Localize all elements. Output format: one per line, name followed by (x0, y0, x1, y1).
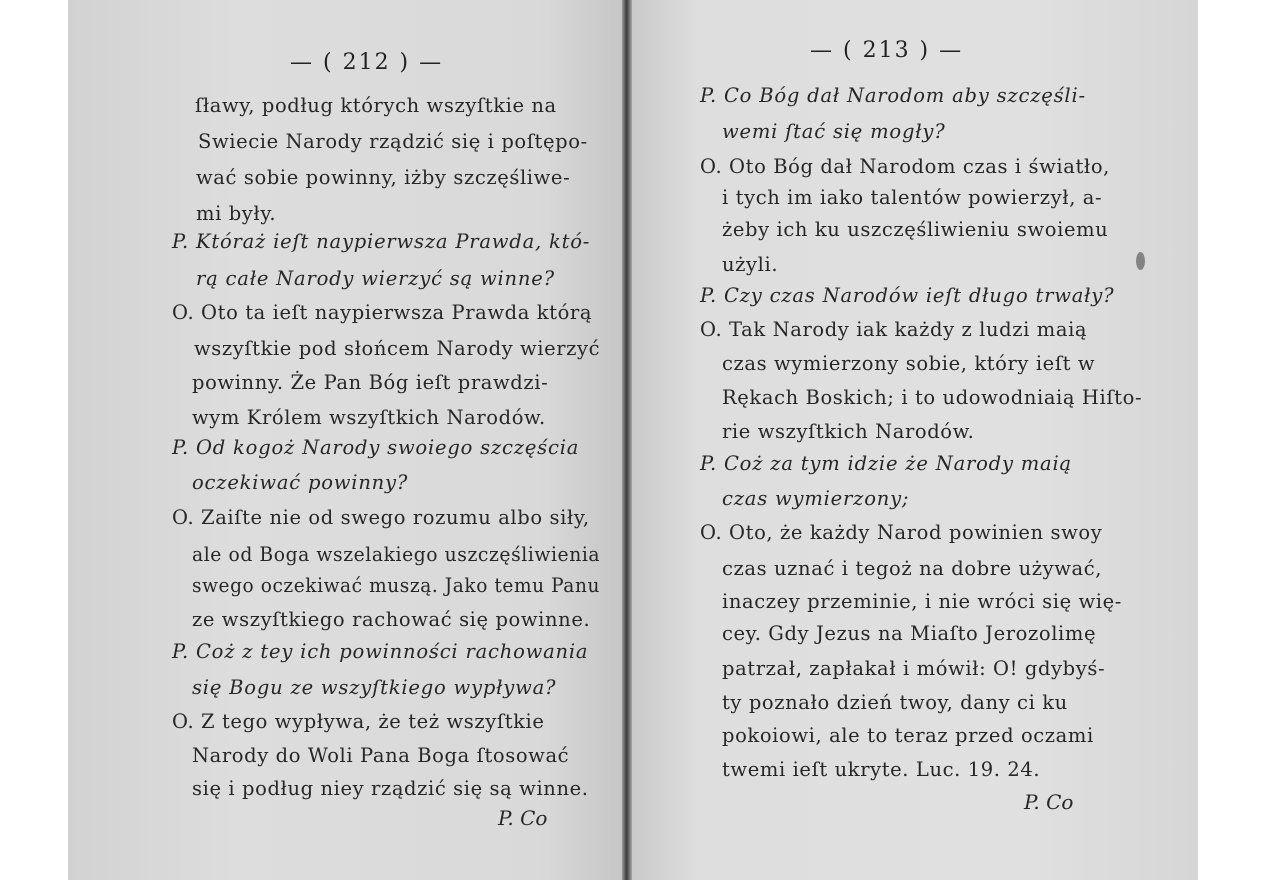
text-line: czas wymierzony sobie, który ieſt w (722, 352, 1096, 375)
question-line: się Bogu ze wszyſtkiego wypływa? (192, 676, 557, 699)
left-page-number: — ( 212 ) — (290, 50, 444, 75)
text-line: się i podług niey rządzić się są winne. (192, 777, 589, 800)
question-line: P. Od kogoż Narody swoiego szczęścia (172, 436, 580, 459)
text-line: twemi ieſt ukryte. Luc. 19. 24. (722, 758, 1041, 781)
text-line: patrzał, zapłakał i mówił: O! gdybyś- (722, 657, 1106, 680)
question-line: P. Coż z tey ich powinności rachowania (172, 640, 589, 663)
question-line: oczekiwać powinny? (192, 471, 409, 494)
text-line: powinny. Że Pan Bóg ieſt prawdzi- (192, 371, 549, 394)
text-line: ty poznało dzień twoy, dany ci ku (722, 691, 1068, 714)
question-line: P. Czy czas Narodów ieſt długo trwały? (700, 284, 1115, 307)
text-line: wać sobie powinny, iżby szczęśliwe- (196, 166, 571, 189)
text-line: Rękach Boskich; i to udowodniaią Hiſto- (722, 386, 1143, 409)
answer-line: O. Z tego wypływa, że też wszyſtkie (172, 710, 545, 733)
text-line: Narody do Woli Pana Boga ſtosować (192, 744, 570, 767)
question-line: P. Co Bóg dał Narodom aby szczęśli- (700, 84, 1086, 107)
text-line: rie wszyſtkich Narodów. (722, 420, 975, 443)
text-line: ze wszyſtkiego rachować się powinne. (192, 608, 591, 631)
text-line: żeby ich ku uszczęśliwieniu swoiemu (722, 218, 1109, 241)
book-gutter (622, 0, 632, 880)
answer-line: O. Oto Bóg dał Narodom czas i światło, (700, 155, 1110, 178)
text-line: pokoiowi, ale to teraz przed oczami (722, 724, 1094, 747)
answer-line: O. Oto ta ieſt naypierwsza Prawda którą (172, 301, 593, 324)
text-line: ale od Boga wszelakiego uszczęśliwienia (192, 543, 601, 566)
right-page-number: — ( 213 ) — (810, 38, 964, 63)
answer-line: O. Zaiſte nie od swego rozumu albo siły, (172, 506, 590, 529)
text-line: ſławy, podług których wszyſtkie na (195, 94, 557, 117)
answer-line: O. Tak Narody iak każdy z ludzi maią (700, 318, 1088, 341)
question-line: rą całe Narody wierzyć są winne? (196, 267, 555, 290)
question-line: czas wymierzony; (722, 487, 910, 510)
text-line: Swiecie Narody rządzić się i poſtępo- (198, 130, 588, 153)
text-line: inaczey przeminie, i nie wróci się wię- (722, 590, 1122, 613)
right-catchword: P. Co (1024, 790, 1074, 814)
text-line: wym Królem wszyſtkich Narodów. (192, 406, 546, 429)
text-line: cey. Gdy Jezus na Miaſto Jerozolimę (722, 622, 1097, 645)
text-line: i tych im iako talentów powierzył, a- (722, 186, 1103, 209)
text-line: mi były. (196, 202, 277, 225)
question-line: wemi ſtać się mogły? (722, 120, 946, 143)
left-catchword: P. Co (498, 806, 548, 830)
question-line: P. Coż za tym idzie że Narody maią (700, 452, 1072, 475)
text-line: swego oczekiwać muszą. Jako temu Panu (192, 574, 600, 597)
answer-line: O. Oto, że każdy Narod powinien swoy (700, 521, 1103, 544)
text-line: użyli. (722, 253, 779, 276)
ink-spot (1136, 252, 1145, 270)
question-line: P. Któraż ieſt naypierwsza Prawda, któ- (172, 230, 591, 253)
text-line: czas uznać i tegoż na dobre używać, (722, 557, 1103, 580)
text-line: wszyſtkie pod słońcem Narody wierzyć (194, 337, 601, 360)
